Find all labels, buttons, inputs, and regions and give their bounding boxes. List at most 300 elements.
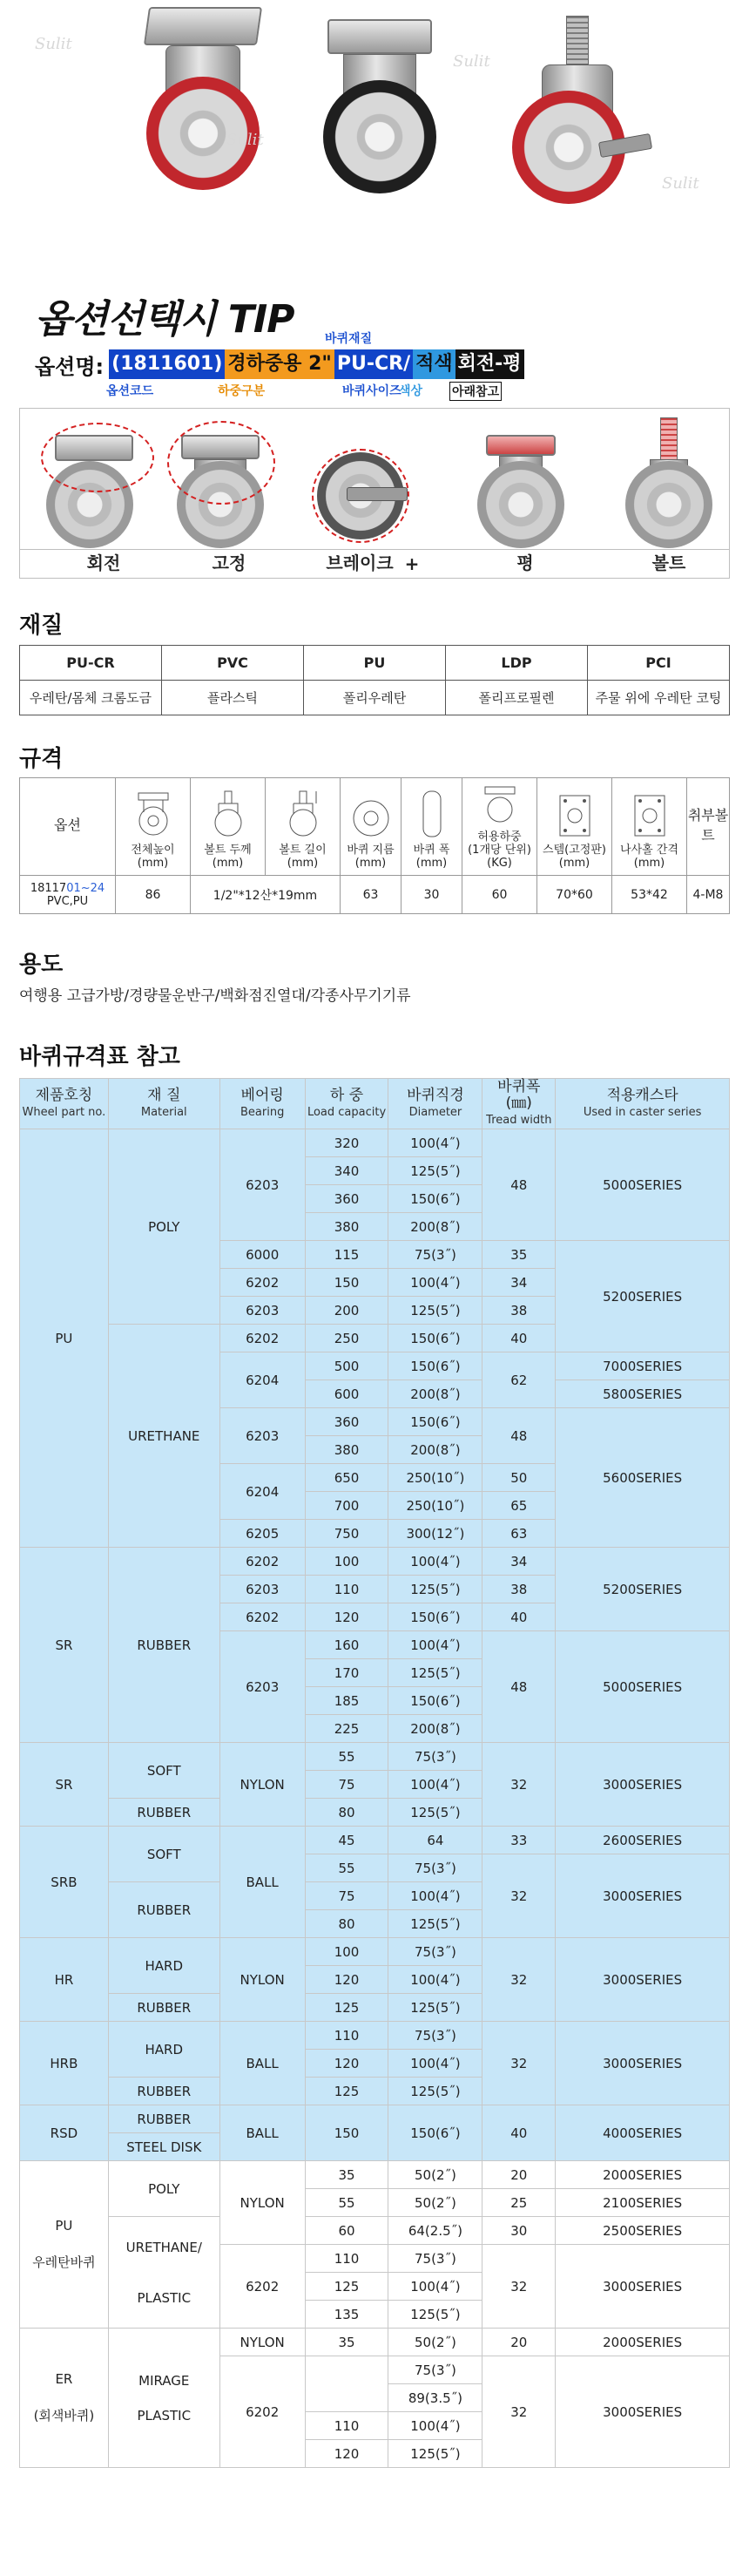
option-name-row	[35, 349, 524, 380]
bearing-cell: 6202	[219, 2245, 305, 2329]
wheel-spec-heading: 바퀴규격표 참고	[19, 1044, 180, 1070]
material-header: PCI	[588, 646, 730, 681]
option-name-label: 옵션명:	[35, 354, 105, 379]
usage-heading: 용도	[19, 952, 64, 978]
material-value: 폴리우레탄	[304, 681, 446, 715]
tread-cell: 32	[482, 1938, 556, 2022]
bearing-cell: 6205	[219, 1520, 305, 1548]
load-cell: 120	[305, 1603, 388, 1631]
material-cell: POLY	[108, 1129, 219, 1325]
wheel-header-bearing	[219, 1079, 305, 1129]
load-cell: 380	[305, 1213, 388, 1241]
diameter-cell: 75(3˝)	[388, 1854, 482, 1882]
diameter-cell: 125(5˝)	[388, 1576, 482, 1603]
material-cell: STEEL DISK	[108, 2133, 219, 2161]
load-cell: 650	[305, 1464, 388, 1492]
color-segment: 적색	[413, 349, 455, 379]
diameter-cell: 50(2˝)	[388, 2329, 482, 2356]
load-cell: 60	[305, 2217, 388, 2245]
material-cell: RUBBER	[108, 2105, 219, 2133]
header-en: Load capacity	[307, 1105, 387, 1119]
load-cell: 380	[305, 1436, 388, 1464]
spec-header-text: 나사홀 간격 (mm)	[620, 844, 678, 870]
material-text: PLASTIC	[137, 2289, 192, 2306]
bearing-cell: NYLON	[219, 2329, 305, 2356]
bearing-cell: BALL	[219, 2022, 305, 2105]
caster-image-swivel-red	[129, 7, 277, 207]
load-cell: 700	[305, 1492, 388, 1520]
tip-tag-color: 색상	[399, 384, 423, 398]
tread-cell: 32	[482, 2245, 556, 2329]
load-cell: 340	[305, 1157, 388, 1185]
option-label-fixed: 고정	[212, 552, 246, 573]
tip-tag-wheel-material: 바퀴재질	[325, 332, 373, 346]
material-cell: RUBBER	[108, 2078, 219, 2105]
option-label-bolt: 볼트	[651, 552, 686, 573]
material-header: PVC	[162, 646, 304, 681]
load-cell: 150	[305, 2105, 388, 2161]
spec-value: 1/2"*12산*19mm	[191, 876, 341, 914]
material-value: 주물 위에 우레탄 코팅	[588, 681, 730, 715]
tread-cell: 34	[482, 1548, 556, 1576]
material-cell: SOFT	[108, 1827, 219, 1882]
spec-header-text: 취부볼트	[687, 806, 729, 844]
material-heading: 재질	[19, 613, 64, 639]
series-cell: 5600SERIES	[556, 1408, 730, 1548]
diameter-cell: 100(4˝)	[388, 1882, 482, 1910]
material-cell	[108, 2329, 219, 2468]
bearing-cell: 6203	[219, 1129, 305, 1241]
material-cell: HARD	[108, 2022, 219, 2078]
type-segment: 회전-평	[455, 349, 524, 379]
height-diagram-icon	[132, 790, 175, 838]
tread-cell: 30	[482, 2217, 556, 2245]
material-cell	[108, 2217, 219, 2329]
spec-value: 86	[116, 876, 191, 914]
series-cell: 5800SERIES	[556, 1380, 730, 1408]
spec-value: 30	[401, 876, 462, 914]
tread-cell: 33	[482, 1827, 556, 1854]
diameter-cell: 100(4˝)	[388, 1548, 482, 1576]
load-cell: 120	[305, 1966, 388, 1994]
load-cell: 125	[305, 2273, 388, 2301]
spec-value: 53*42	[612, 876, 687, 914]
material-value: 우레탄/몸체 크롬도금	[20, 681, 162, 715]
option-thumb-flat	[473, 435, 577, 548]
option-code-segment: (1811601)	[109, 349, 225, 379]
material-table	[19, 645, 730, 715]
spec-code-cell	[20, 876, 116, 914]
watermark: Sulit	[35, 35, 72, 53]
bolt-thickness-diagram-icon	[206, 790, 250, 838]
spec-value: 70*60	[537, 876, 612, 914]
tread-cell: 62	[482, 1352, 556, 1408]
tread-cell: 40	[482, 1325, 556, 1352]
tread-cell: 20	[482, 2161, 556, 2189]
load-cell	[305, 2356, 388, 2412]
load-cell: 55	[305, 1743, 388, 1771]
load-cell: 360	[305, 1408, 388, 1436]
bearing-cell: 6202	[219, 1325, 305, 1352]
header-ko: 바퀴폭(㎜)	[497, 1078, 541, 1112]
part-no-text: PU	[55, 2218, 73, 2234]
part-no-subtext: (회색바퀴)	[33, 2408, 95, 2423]
diameter-cell: 100(4˝)	[388, 2050, 482, 2078]
header-ko: 하 중	[329, 1086, 364, 1104]
option-thumb-fixed	[172, 426, 277, 548]
diameter-cell: 75(3˝)	[388, 1743, 482, 1771]
material-text: MIRAGE	[138, 2372, 190, 2389]
tip-tag-see-below: 아래참고	[449, 382, 502, 401]
spec-header-bolt-length	[266, 778, 341, 876]
material-cell: SOFT	[108, 1743, 219, 1799]
load-cell: 360	[305, 1185, 388, 1213]
load-cell: 100	[305, 1938, 388, 1966]
bearing-cell: 6202	[219, 1548, 305, 1576]
spec-header-mount-bolt	[687, 778, 730, 876]
spec-header-text: 바퀴 폭 (mm)	[413, 844, 450, 870]
tread-cell: 63	[482, 1520, 556, 1548]
caster-image-fixed-black	[319, 19, 441, 211]
load-cell: 75	[305, 1882, 388, 1910]
part-no-text: ER	[55, 2371, 73, 2387]
bearing-cell: 6203	[219, 1576, 305, 1603]
header-ko: 베어링	[240, 1086, 284, 1104]
spec-header-text: 바퀴 지름 (mm)	[347, 844, 395, 870]
diameter-cell: 200(8˝)	[388, 1436, 482, 1464]
load-cell: 75	[305, 1771, 388, 1799]
load-cell: 250	[305, 1325, 388, 1352]
spec-value: 4-M8	[687, 876, 730, 914]
part-no-cell: RSD	[20, 2105, 109, 2161]
load-cell: 120	[305, 2440, 388, 2468]
tip-tag-wheel-size: 바퀴사이즈	[342, 384, 401, 398]
part-no-cell: HR	[20, 1938, 109, 2022]
part-no-cell: SR	[20, 1548, 109, 1743]
part-no-cell	[20, 2161, 109, 2329]
header-en: Diameter	[408, 1105, 462, 1119]
spec-table	[19, 777, 730, 914]
load-cell: 120	[305, 2050, 388, 2078]
wheel-diameter-diagram-icon	[351, 798, 391, 838]
diameter-cell: 75(3˝)	[388, 2022, 482, 2050]
wheel-header-part-no	[20, 1079, 109, 1129]
tip-title: 옵션선택시 TIP	[35, 297, 294, 342]
load-cell: 110	[305, 2245, 388, 2273]
load-cell: 150	[305, 1269, 388, 1297]
option-label-flat: 평	[516, 552, 534, 573]
spec-code-material: PVC,PU	[46, 894, 89, 908]
load-diagram-icon	[478, 785, 522, 825]
material-text: URETHANE/	[125, 2239, 202, 2255]
series-cell: 2100SERIES	[556, 2189, 730, 2217]
spec-option-label: 옵션	[54, 817, 81, 833]
series-cell: 3000SERIES	[556, 1854, 730, 1938]
hero-caster-images	[0, 0, 749, 228]
part-no-cell: HRB	[20, 2022, 109, 2105]
load-cell: 55	[305, 2189, 388, 2217]
material-cell: POLY	[108, 2161, 219, 2217]
caster-image-bolt-brake-red	[503, 16, 651, 216]
load-cell: 125	[305, 2078, 388, 2105]
load-cell: 500	[305, 1352, 388, 1380]
bolt-length-diagram-icon	[281, 790, 325, 838]
load-cell: 35	[305, 2329, 388, 2356]
option-picture-strip	[19, 408, 730, 579]
header-en: Bearing	[240, 1105, 285, 1119]
diameter-cell: 200(8˝)	[388, 1380, 482, 1408]
diameter-cell: 125(5˝)	[388, 1910, 482, 1938]
material-value: 플라스틱	[162, 681, 304, 715]
load-cell: 110	[305, 2412, 388, 2440]
diameter-cell: 50(2˝)	[388, 2161, 482, 2189]
bearing-cell: 6202	[219, 1269, 305, 1297]
series-cell: 2000SERIES	[556, 2329, 730, 2356]
part-no-cell: SR	[20, 1743, 109, 1827]
wheel-header-material	[108, 1079, 219, 1129]
series-cell: 3000SERIES	[556, 1743, 730, 1827]
header-en: Tread width	[486, 1114, 552, 1127]
load-cell: 80	[305, 1910, 388, 1938]
option-label-plus: +	[404, 553, 420, 574]
watermark: Sulit	[662, 174, 699, 193]
spec-code-range: 01~24	[66, 881, 105, 895]
tread-cell: 48	[482, 1631, 556, 1743]
spec-header-height	[116, 778, 191, 876]
tread-cell: 32	[482, 2022, 556, 2105]
tip-tag-load-class: 하중구분	[218, 384, 266, 398]
bearing-cell: 6000	[219, 1241, 305, 1269]
part-no-cell: SRB	[20, 1827, 109, 1938]
load-cell: 110	[305, 2022, 388, 2050]
spec-header-hole-spacing	[612, 778, 687, 876]
wheel-header-tread	[482, 1079, 556, 1129]
spec-header-text: 볼트 두께 (mm)	[204, 844, 252, 870]
wheel-spec-table	[19, 1078, 730, 2468]
usage-text: 여행용 고급가방/경량물운반구/백화점진열대/각종사무기기류	[19, 987, 411, 1005]
load-cell: 170	[305, 1659, 388, 1687]
diameter-cell: 150(6˝)	[388, 1325, 482, 1352]
diameter-cell: 64	[388, 1827, 482, 1854]
diameter-cell: 50(2˝)	[388, 2189, 482, 2217]
spec-value: 63	[341, 876, 401, 914]
bearing-cell: NYLON	[219, 1743, 305, 1827]
diameter-cell: 125(5˝)	[388, 1994, 482, 2022]
series-cell: 2600SERIES	[556, 1827, 730, 1854]
load-cell: 200	[305, 1297, 388, 1325]
material-text: PLASTIC	[137, 2407, 192, 2423]
series-cell: 3000SERIES	[556, 2245, 730, 2329]
spec-header-stem	[537, 778, 612, 876]
load-cell: 185	[305, 1687, 388, 1715]
bearing-cell: BALL	[219, 2105, 305, 2161]
tread-cell: 38	[482, 1576, 556, 1603]
bearing-cell: 6204	[219, 1464, 305, 1520]
load-cell: 115	[305, 1241, 388, 1269]
load-cell: 35	[305, 2161, 388, 2189]
option-thumb-swivel	[46, 426, 151, 548]
diameter-cell: 75(3˝)	[388, 2245, 482, 2273]
load-cell: 45	[305, 1827, 388, 1854]
diameter-cell: 89(3.5˝)	[388, 2384, 482, 2412]
load-class-segment: 경하중용 2"	[225, 349, 334, 379]
diameter-cell: 125(5˝)	[388, 1157, 482, 1185]
wheel-header-diameter	[388, 1079, 482, 1129]
material-cell: URETHANE	[108, 1325, 219, 1548]
material-header: PU-CR	[20, 646, 162, 681]
diameter-cell: 100(4˝)	[388, 1771, 482, 1799]
diameter-cell: 125(5˝)	[388, 1659, 482, 1687]
diameter-cell: 200(8˝)	[388, 1715, 482, 1743]
diameter-cell: 250(10˝)	[388, 1464, 482, 1492]
spec-header-text: 스템(고정판) (mm)	[543, 844, 606, 870]
diameter-cell: 100(4˝)	[388, 1269, 482, 1297]
tread-cell: 48	[482, 1129, 556, 1241]
header-ko: 재 질	[147, 1086, 181, 1104]
tread-cell: 48	[482, 1408, 556, 1464]
option-thumb-brake	[312, 452, 416, 548]
spec-header-bolt-thickness	[191, 778, 266, 876]
material-cell: RUBBER	[108, 1882, 219, 1938]
tread-cell: 25	[482, 2189, 556, 2217]
wheel-header-series	[556, 1079, 730, 1129]
tread-cell: 32	[482, 1743, 556, 1827]
bearing-cell: BALL	[219, 1827, 305, 1938]
load-cell: 135	[305, 2301, 388, 2329]
wheel-width-diagram-icon	[419, 790, 445, 838]
header-en: Material	[140, 1105, 187, 1119]
spec-code-prefix: 18117	[30, 881, 67, 895]
diameter-cell: 100(4˝)	[388, 1966, 482, 1994]
diameter-cell: 64(2.5˝)	[388, 2217, 482, 2245]
series-cell: 5000SERIES	[556, 1631, 730, 1743]
series-cell: 2500SERIES	[556, 2217, 730, 2245]
material-cell: HARD	[108, 1938, 219, 1994]
diameter-cell: 300(12˝)	[388, 1520, 482, 1548]
series-cell: 5200SERIES	[556, 1548, 730, 1631]
diameter-cell: 150(6˝)	[388, 1352, 482, 1380]
diameter-cell: 75(3˝)	[388, 2356, 482, 2384]
spec-header-text: 허용하중 (1개당 단위) (KG)	[468, 830, 531, 870]
bearing-cell: 6203	[219, 1297, 305, 1325]
series-cell: 2000SERIES	[556, 2161, 730, 2189]
tip-tag-option-code: 옵션코드	[106, 384, 154, 398]
series-cell: 5000SERIES	[556, 1129, 730, 1241]
diameter-cell: 150(6˝)	[388, 1408, 482, 1436]
option-label-brake: 브레이크	[326, 552, 394, 573]
load-cell: 100	[305, 1548, 388, 1576]
spec-header-load	[462, 778, 537, 876]
load-cell: 125	[305, 1994, 388, 2022]
header-ko: 적용캐스타	[606, 1086, 678, 1104]
option-label-swivel: 회전	[86, 552, 121, 573]
load-cell: 225	[305, 1715, 388, 1743]
tread-cell: 40	[482, 1603, 556, 1631]
tread-cell: 34	[482, 1269, 556, 1297]
diameter-cell: 250(10˝)	[388, 1492, 482, 1520]
bearing-cell: NYLON	[219, 2161, 305, 2245]
spec-option-header	[20, 778, 116, 876]
diameter-cell: 150(6˝)	[388, 2105, 482, 2161]
diameter-cell: 125(5˝)	[388, 1297, 482, 1325]
tread-cell: 20	[482, 2329, 556, 2356]
diameter-cell: 100(4˝)	[388, 2412, 482, 2440]
load-cell: 600	[305, 1380, 388, 1408]
bearing-cell: 6203	[219, 1631, 305, 1743]
load-cell: 55	[305, 1854, 388, 1882]
material-cell: RUBBER	[108, 1799, 219, 1827]
part-no-subtext: 우레탄바퀴	[32, 2254, 96, 2270]
diameter-cell: 150(6˝)	[388, 1687, 482, 1715]
spec-header-text: 볼트 길이 (mm)	[279, 844, 327, 870]
tread-cell: 32	[482, 1854, 556, 1938]
material-header: PU	[304, 646, 446, 681]
material-header: LDP	[446, 646, 588, 681]
header-ko: 바퀴직경	[407, 1086, 464, 1104]
series-cell: 3000SERIES	[556, 2356, 730, 2468]
wheel-size-segment: PU-CR/	[334, 349, 413, 379]
spec-header-wheel-width	[401, 778, 462, 876]
diameter-cell: 125(5˝)	[388, 2301, 482, 2329]
load-cell: 110	[305, 1576, 388, 1603]
part-no-cell	[20, 2329, 109, 2468]
bearing-cell: NYLON	[219, 1938, 305, 2022]
diameter-cell: 125(5˝)	[388, 2078, 482, 2105]
header-en: Wheel part no.	[22, 1105, 106, 1119]
material-value: 폴리프로필렌	[446, 681, 588, 715]
diameter-cell: 100(4˝)	[388, 2273, 482, 2301]
load-cell: 750	[305, 1520, 388, 1548]
spec-value: 60	[462, 876, 537, 914]
diameter-cell: 100(4˝)	[388, 1631, 482, 1659]
header-ko: 제품호칭	[35, 1086, 93, 1104]
tread-cell: 40	[482, 2105, 556, 2161]
diameter-cell: 75(3˝)	[388, 1938, 482, 1966]
hole-spacing-diagram-icon	[632, 793, 667, 838]
diameter-cell: 100(4˝)	[388, 1129, 482, 1157]
diameter-cell: 150(6˝)	[388, 1603, 482, 1631]
diameter-cell: 75(3˝)	[388, 1241, 482, 1269]
option-thumb-bolt	[625, 417, 712, 548]
series-cell: 7000SERIES	[556, 1352, 730, 1380]
diameter-cell: 125(5˝)	[388, 2440, 482, 2468]
bearing-cell: 6204	[219, 1352, 305, 1408]
header-en: Used in caster series	[583, 1105, 702, 1119]
diameter-cell: 200(8˝)	[388, 1213, 482, 1241]
load-cell: 320	[305, 1129, 388, 1157]
spec-header-text: 전체높이 (mm)	[131, 844, 175, 870]
tread-cell: 65	[482, 1492, 556, 1520]
tread-cell: 32	[482, 2356, 556, 2468]
series-cell: 4000SERIES	[556, 2105, 730, 2161]
stem-plate-diagram-icon	[557, 793, 592, 838]
bearing-cell: 6203	[219, 1408, 305, 1464]
wheel-header-load	[305, 1079, 388, 1129]
series-cell: 5200SERIES	[556, 1241, 730, 1352]
material-cell: RUBBER	[108, 1548, 219, 1743]
spec-header-wheel-diameter	[341, 778, 401, 876]
diameter-cell: 125(5˝)	[388, 1799, 482, 1827]
bearing-cell: 6202	[219, 1603, 305, 1631]
series-cell: 3000SERIES	[556, 2022, 730, 2105]
series-cell: 3000SERIES	[556, 1938, 730, 2022]
tread-cell: 35	[482, 1241, 556, 1269]
bearing-cell: 6202	[219, 2356, 305, 2468]
load-cell: 160	[305, 1631, 388, 1659]
load-cell: 80	[305, 1799, 388, 1827]
material-cell: RUBBER	[108, 1994, 219, 2022]
part-no-cell: PU	[20, 1129, 109, 1548]
